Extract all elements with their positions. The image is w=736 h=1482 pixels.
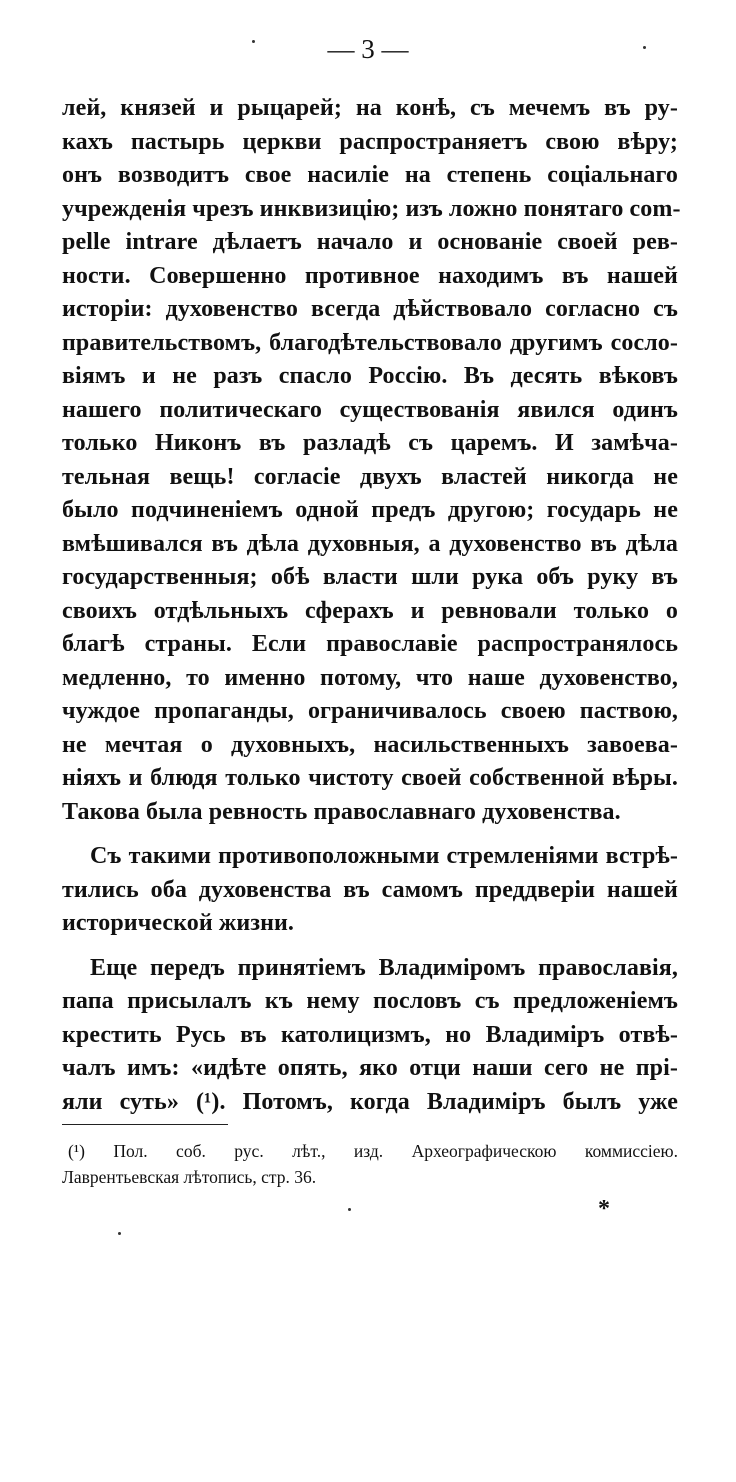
print-speck [118,1232,121,1235]
signature-asterisk: * [598,1196,610,1222]
text-line: медленно, то именно потому, что наше духовенство, [62,664,678,691]
paragraph-gap [62,941,678,952]
text-line: правительствомъ, благодѣтельствовало другимъ сосло- [62,329,678,356]
text-line: исторіи: духовенство всегда дѣйствовало согласно съ [62,296,678,322]
text-line: Такова была ревность православнаго духовенства. [62,798,621,825]
text-line: своихъ отдѣльныхъ сферахъ и ревновали только о [62,597,678,624]
footnote-line: (¹) Пол. соб. рус. лѣт., изд. Археографическою коммиссіею. [68,1141,678,1161]
text-line: исторической жизни. [62,910,295,936]
text-line: только Никонъ въ разладѣ съ царемъ. И замѣча- [62,430,678,456]
footnote-divider [62,1124,228,1125]
text-line: онъ возводитъ свое насиліе на степень соціальнаго [62,162,678,188]
text-line: вмѣшивался въ дѣла духовныя, а духовенство въ дѣла [62,530,678,557]
text-line: кахъ пастырь церкви распространяетъ свою вѣру; [62,128,678,155]
text-line: папа присылалъ къ нему пословъ съ предложеніемъ [62,988,678,1014]
print-speck [348,1208,351,1211]
text-line: государственныя; обѣ власти шли рука объ руку въ [62,564,678,590]
text-line: лей, князей и рыцарей; на конѣ, съ мечемъ въ ру- [62,95,678,121]
paragraph-gap [62,829,678,840]
print-speck [252,40,255,43]
text-line: тельная вещь! согласіе двухъ властей никогда не [62,463,678,490]
footnote [62,1138,678,1190]
print-speck [643,46,646,49]
text-line: чалъ имъ: «идѣте опять, яко отци наши сего не прі- [62,1055,678,1081]
text-line: ніяхъ и блюдя только чистоту своей собственной вѣры. [62,765,678,791]
text-line: тились оба духовенства въ самомъ преддверіи нашей [62,876,678,903]
text-line: благѣ страны. Если православіе распространялось [62,631,678,657]
text-line: віямъ и не разъ спасло Россію. Въ десять вѣковъ [62,363,678,389]
footnote-line: Лаврентьевская лѣтопись, стр. 36. [62,1167,317,1187]
text-line: яли суть» (¹). Потомъ, когда Владиміръ былъ уже [62,1088,678,1115]
text-line: не мечтая о духовныхъ, насильственныхъ завоева- [62,731,678,758]
text-line: Съ такими противоположными стремленіями встрѣ- [90,843,678,869]
page-number: — 3 — [327,34,409,64]
text-line: pelle intrare дѣлаетъ начало и основаніе своей рев- [62,229,678,255]
text-line: чуждое пропаганды, ограничивалось своею паствою, [62,698,678,724]
text-line: учрежденія чрезъ инквизицію; изъ ложно понятаго com- [62,195,681,222]
text-line: было подчиненіемъ одной предъ другою; государь не [62,497,678,523]
text-line: крестить Русь въ католицизмъ, но Владиміръ отвѣ- [62,1021,678,1048]
text-line: Еще передъ принятіемъ Владиміромъ православія, [90,954,678,981]
text-line: ности. Совершенно противное находимъ въ нашей [62,262,678,289]
text-line: нашего политическаго существованія явился одинъ [62,396,678,423]
body-text [62,92,681,1119]
